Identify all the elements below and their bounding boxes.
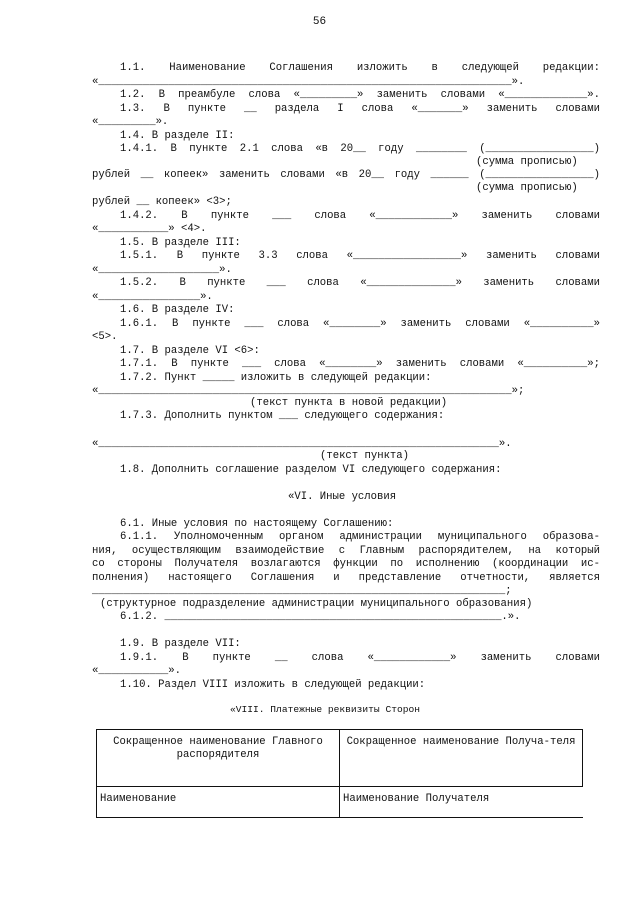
text-line: 1.4.2. В пункте ___ слова «____________» заменить словами <box>120 210 600 222</box>
text-line: 1.6. В разделе IV: <box>120 304 235 316</box>
text-line: 6.1. Иные условия по настоящему Соглашению: <box>120 518 394 530</box>
text-line: ния, осуществляющим взаимодействие с Главным распорядителем, на который <box>92 545 600 557</box>
requisites-table <box>96 729 583 818</box>
table-header-cell: Сокращенное наименование Получа-теля <box>340 730 583 787</box>
text-line: «___________». <box>92 665 182 677</box>
text-line: 6.1.1. Уполномоченным органом администрации муниципального образова- <box>120 531 600 543</box>
text-line: «_________________________________________________________________». <box>92 76 525 88</box>
text-line: 1.7. В разделе VI <6>: <box>120 345 260 357</box>
text-line: 1.9. В разделе VII: <box>120 638 241 650</box>
text-line: 1.5.1. В пункте 3.3 слова «_________________» заменить словами <box>120 250 600 262</box>
section-heading: «VIII. Платежные реквизиты Сторон <box>230 704 420 715</box>
text-line: «_________________________________________________________________»; <box>92 385 525 397</box>
text-line: 1.5. В разделе III: <box>120 237 241 249</box>
table-cell: Наименование <box>97 787 340 818</box>
text-line: «___________________». <box>92 264 232 276</box>
text-line: 1.7.2. Пункт _____ изложить в следующей редакции: <box>120 372 432 384</box>
text-line: «_______________________________________________________________». <box>92 438 512 450</box>
text-line: полнения) настоящего Соглашения и представление отчетности, является <box>92 572 600 584</box>
text-line: 6.1.2. _____________________________________________________.». <box>120 611 521 623</box>
section-heading: «VI. Иные условия <box>288 491 397 503</box>
text-line: (текст пункта) <box>320 450 410 462</box>
text-line: «_________». <box>92 116 169 128</box>
page-number: 56 <box>312 16 327 28</box>
text-line: 1.2. В преамбуле слова «_________» заменить словами «_____________». <box>120 89 600 101</box>
text-line: (текст пункта в новой редакции) <box>250 397 448 409</box>
text-line: 1.9.1. В пункте __ слова «____________» заменить словами <box>120 652 600 664</box>
text-line: со стороны Получателя возлагаются функции по исполнению (координации ис- <box>92 558 600 570</box>
text-line: 1.4.1. В пункте 2.1 слова «в 20__ году ________ (_________________) <box>120 143 600 155</box>
text-line: 1.7.1. В пункте ___ слова «________» заменить словами «__________»; <box>120 358 600 370</box>
text-line: рублей __ копеек» <3>; <box>92 196 232 208</box>
text-line: 1.7.3. Дополнить пунктом ___ следующего содержания: <box>120 410 445 422</box>
table-header-cell: Сокращенное наименование Главного распорядителя <box>97 730 340 787</box>
table-cell: Наименование Получателя <box>340 787 583 818</box>
text-line: 1.6.1. В пункте ___ слова «________» заменить словами «__________» <box>120 318 600 330</box>
text-line: 1.4. В разделе II: <box>120 130 235 142</box>
text-line: 1.1. Наименование Соглашения изложить в следующей редакции: <box>120 62 600 74</box>
text-line: 1.8. Дополнить соглашение разделом VI следующего содержания: <box>120 464 502 476</box>
text-line: «___________» <4>. <box>92 223 207 235</box>
text-line: 1.3. В пункте __ раздела I слова «_______» заменить словами <box>120 103 600 115</box>
text-line: <5>. <box>92 331 118 343</box>
text-line: (структурное подразделение администрации муниципального образования) <box>100 598 533 610</box>
text-line: 1.5.2. В пункте ___ слова «______________» заменить словами <box>120 277 600 289</box>
text-line: _________________________________________________________________; <box>92 585 512 597</box>
text-line: 1.10. Раздел VIII изложить в следующей редакции: <box>120 679 426 691</box>
text-line: «________________». <box>92 291 213 303</box>
text-line: рублей __ копеек» заменить словами «в 20__ году ______ (_________________) <box>92 169 600 181</box>
text-line: (сумма прописью) <box>476 156 578 168</box>
text-line: (сумма прописью) <box>476 182 578 194</box>
